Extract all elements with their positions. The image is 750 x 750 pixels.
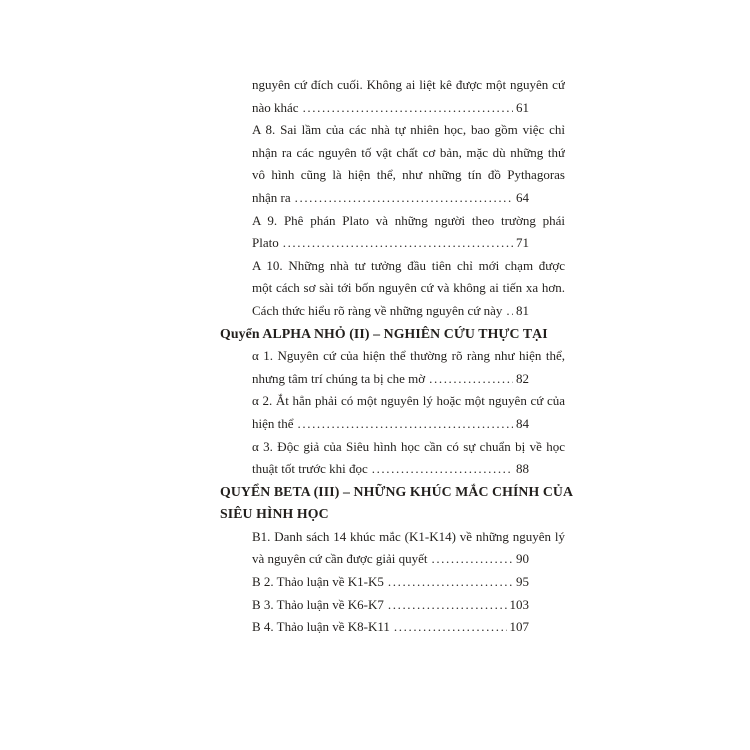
toc-entry-text: Plato bbox=[252, 235, 279, 251]
toc-entry bbox=[220, 436, 565, 481]
toc-entry-leader-row bbox=[220, 187, 529, 210]
toc-page-number: 107 bbox=[509, 619, 529, 635]
toc-entry-text: Cách thức hiểu rõ ràng về những nguyên cứ này bbox=[252, 302, 503, 318]
toc-entry-text: nào khác bbox=[252, 99, 299, 115]
toc-entry-text-line: A 10. Những nhà tư tưởng đầu tiên chỉ mới chạm được bbox=[252, 257, 565, 273]
toc-page-number: 90 bbox=[516, 551, 529, 567]
dot-leader bbox=[388, 594, 507, 617]
dot-leader bbox=[388, 571, 513, 594]
toc-entry bbox=[220, 526, 565, 571]
toc-entry-leader-row bbox=[220, 232, 529, 255]
toc-page-number: 88 bbox=[516, 461, 529, 477]
toc-entry-leader-row bbox=[220, 548, 529, 571]
toc-entry-text-line: A 9. Phê phán Plato và những người theo trường phái bbox=[252, 212, 565, 228]
toc-entry-text: hiện thể bbox=[252, 415, 294, 431]
table-of-contents bbox=[220, 74, 574, 639]
dot-leader bbox=[303, 97, 513, 120]
toc-entry-leader-row bbox=[220, 368, 529, 391]
toc-entry bbox=[220, 74, 565, 119]
toc-entry-text: thuật tốt trước khi đọc bbox=[252, 461, 368, 477]
dot-leader bbox=[372, 458, 513, 481]
toc-entry-text: nhưng tâm trí chúng ta bị che mờ bbox=[252, 370, 426, 386]
toc-page-number: 61 bbox=[516, 99, 529, 115]
toc-page-number: 103 bbox=[509, 596, 529, 612]
toc-page-number: 95 bbox=[516, 574, 529, 590]
toc-entry-text-line: vô hình cũng là hiện thể, như những tín đồ Pythagoras bbox=[252, 167, 565, 183]
toc-entry-leader-row bbox=[220, 413, 529, 436]
toc-entry bbox=[220, 119, 565, 209]
toc-entry-text: B 2. Thảo luận về K1-K5 bbox=[252, 574, 384, 590]
toc-entry-text-line: nhận ra các nguyên tố vật chất cơ bản, mặc dù những thứ bbox=[252, 144, 565, 160]
dot-leader bbox=[394, 616, 507, 639]
toc-page-number: 84 bbox=[516, 415, 529, 431]
toc-entry bbox=[220, 616, 565, 639]
toc-entry-text: nhận ra bbox=[252, 189, 291, 205]
dot-leader bbox=[431, 548, 513, 571]
toc-entry-leader-row bbox=[220, 458, 529, 481]
toc-entry-text-line: nguyên cứ đích cuối. Không ai liệt kê được một nguyên cứ bbox=[252, 77, 565, 92]
toc-entry-leader-row bbox=[220, 97, 529, 120]
toc-entry-text-line: A 8. Sai lầm của các nhà tự nhiên học, bao gồm việc chỉ bbox=[252, 122, 565, 138]
toc-entry-text-line: một cách sơ sài tới bốn nguyên cứ và không ai tiến xa hơn. bbox=[252, 280, 565, 296]
toc-entry-leader-row bbox=[220, 300, 529, 323]
toc-entry bbox=[220, 594, 565, 617]
toc-entry-text: và nguyên cứ cần được giải quyết bbox=[252, 551, 428, 567]
toc-section-heading: QUYỂN BETA (III) – NHỮNG KHÚC MẮC CHÍNH CỦA bbox=[220, 483, 574, 499]
toc-page-number: 82 bbox=[516, 370, 529, 386]
toc-section-heading: SIÊU HÌNH HỌC bbox=[220, 506, 329, 522]
toc-entry-leader-row bbox=[220, 616, 529, 639]
toc-entry-text-line: B1. Danh sách 14 khúc mắc (K1-K14) về những nguyên lý bbox=[252, 528, 565, 544]
toc-entry bbox=[220, 345, 565, 390]
toc-entry bbox=[220, 255, 565, 323]
toc-entry-text-line: α 3. Độc giả của Siêu hình học cần có sự chuẩn bị về học bbox=[252, 438, 565, 454]
toc-entry bbox=[220, 390, 565, 435]
toc-entry-text-line: α 2. Ắt hẳn phải có một nguyên lý hoặc một nguyên cứ của bbox=[252, 393, 565, 409]
dot-leader bbox=[283, 232, 513, 255]
toc-entry-leader-row bbox=[220, 594, 529, 617]
dot-leader bbox=[429, 368, 513, 391]
toc-entry-text: B 3. Thảo luận về K6-K7 bbox=[252, 596, 384, 612]
toc-page-number: 71 bbox=[516, 235, 529, 251]
toc-entry bbox=[220, 210, 565, 255]
dot-leader bbox=[298, 413, 513, 436]
toc-page-number: 64 bbox=[516, 189, 529, 205]
toc-entry-text: B 4. Thảo luận về K8-K11 bbox=[252, 619, 390, 635]
dot-leader bbox=[506, 300, 513, 323]
dot-leader bbox=[295, 187, 513, 210]
toc-entry-text-line: α 1. Nguyên cứ của hiện thể thường rõ ràng như hiện thể, bbox=[252, 348, 565, 364]
toc-entry bbox=[220, 571, 565, 594]
toc-section-heading: Quyển ALPHA NHỎ (II) – NGHIÊN CỨU THỰC TẠI bbox=[220, 325, 548, 341]
toc-entry-leader-row bbox=[220, 571, 529, 594]
toc-page-number: 81 bbox=[516, 302, 529, 318]
